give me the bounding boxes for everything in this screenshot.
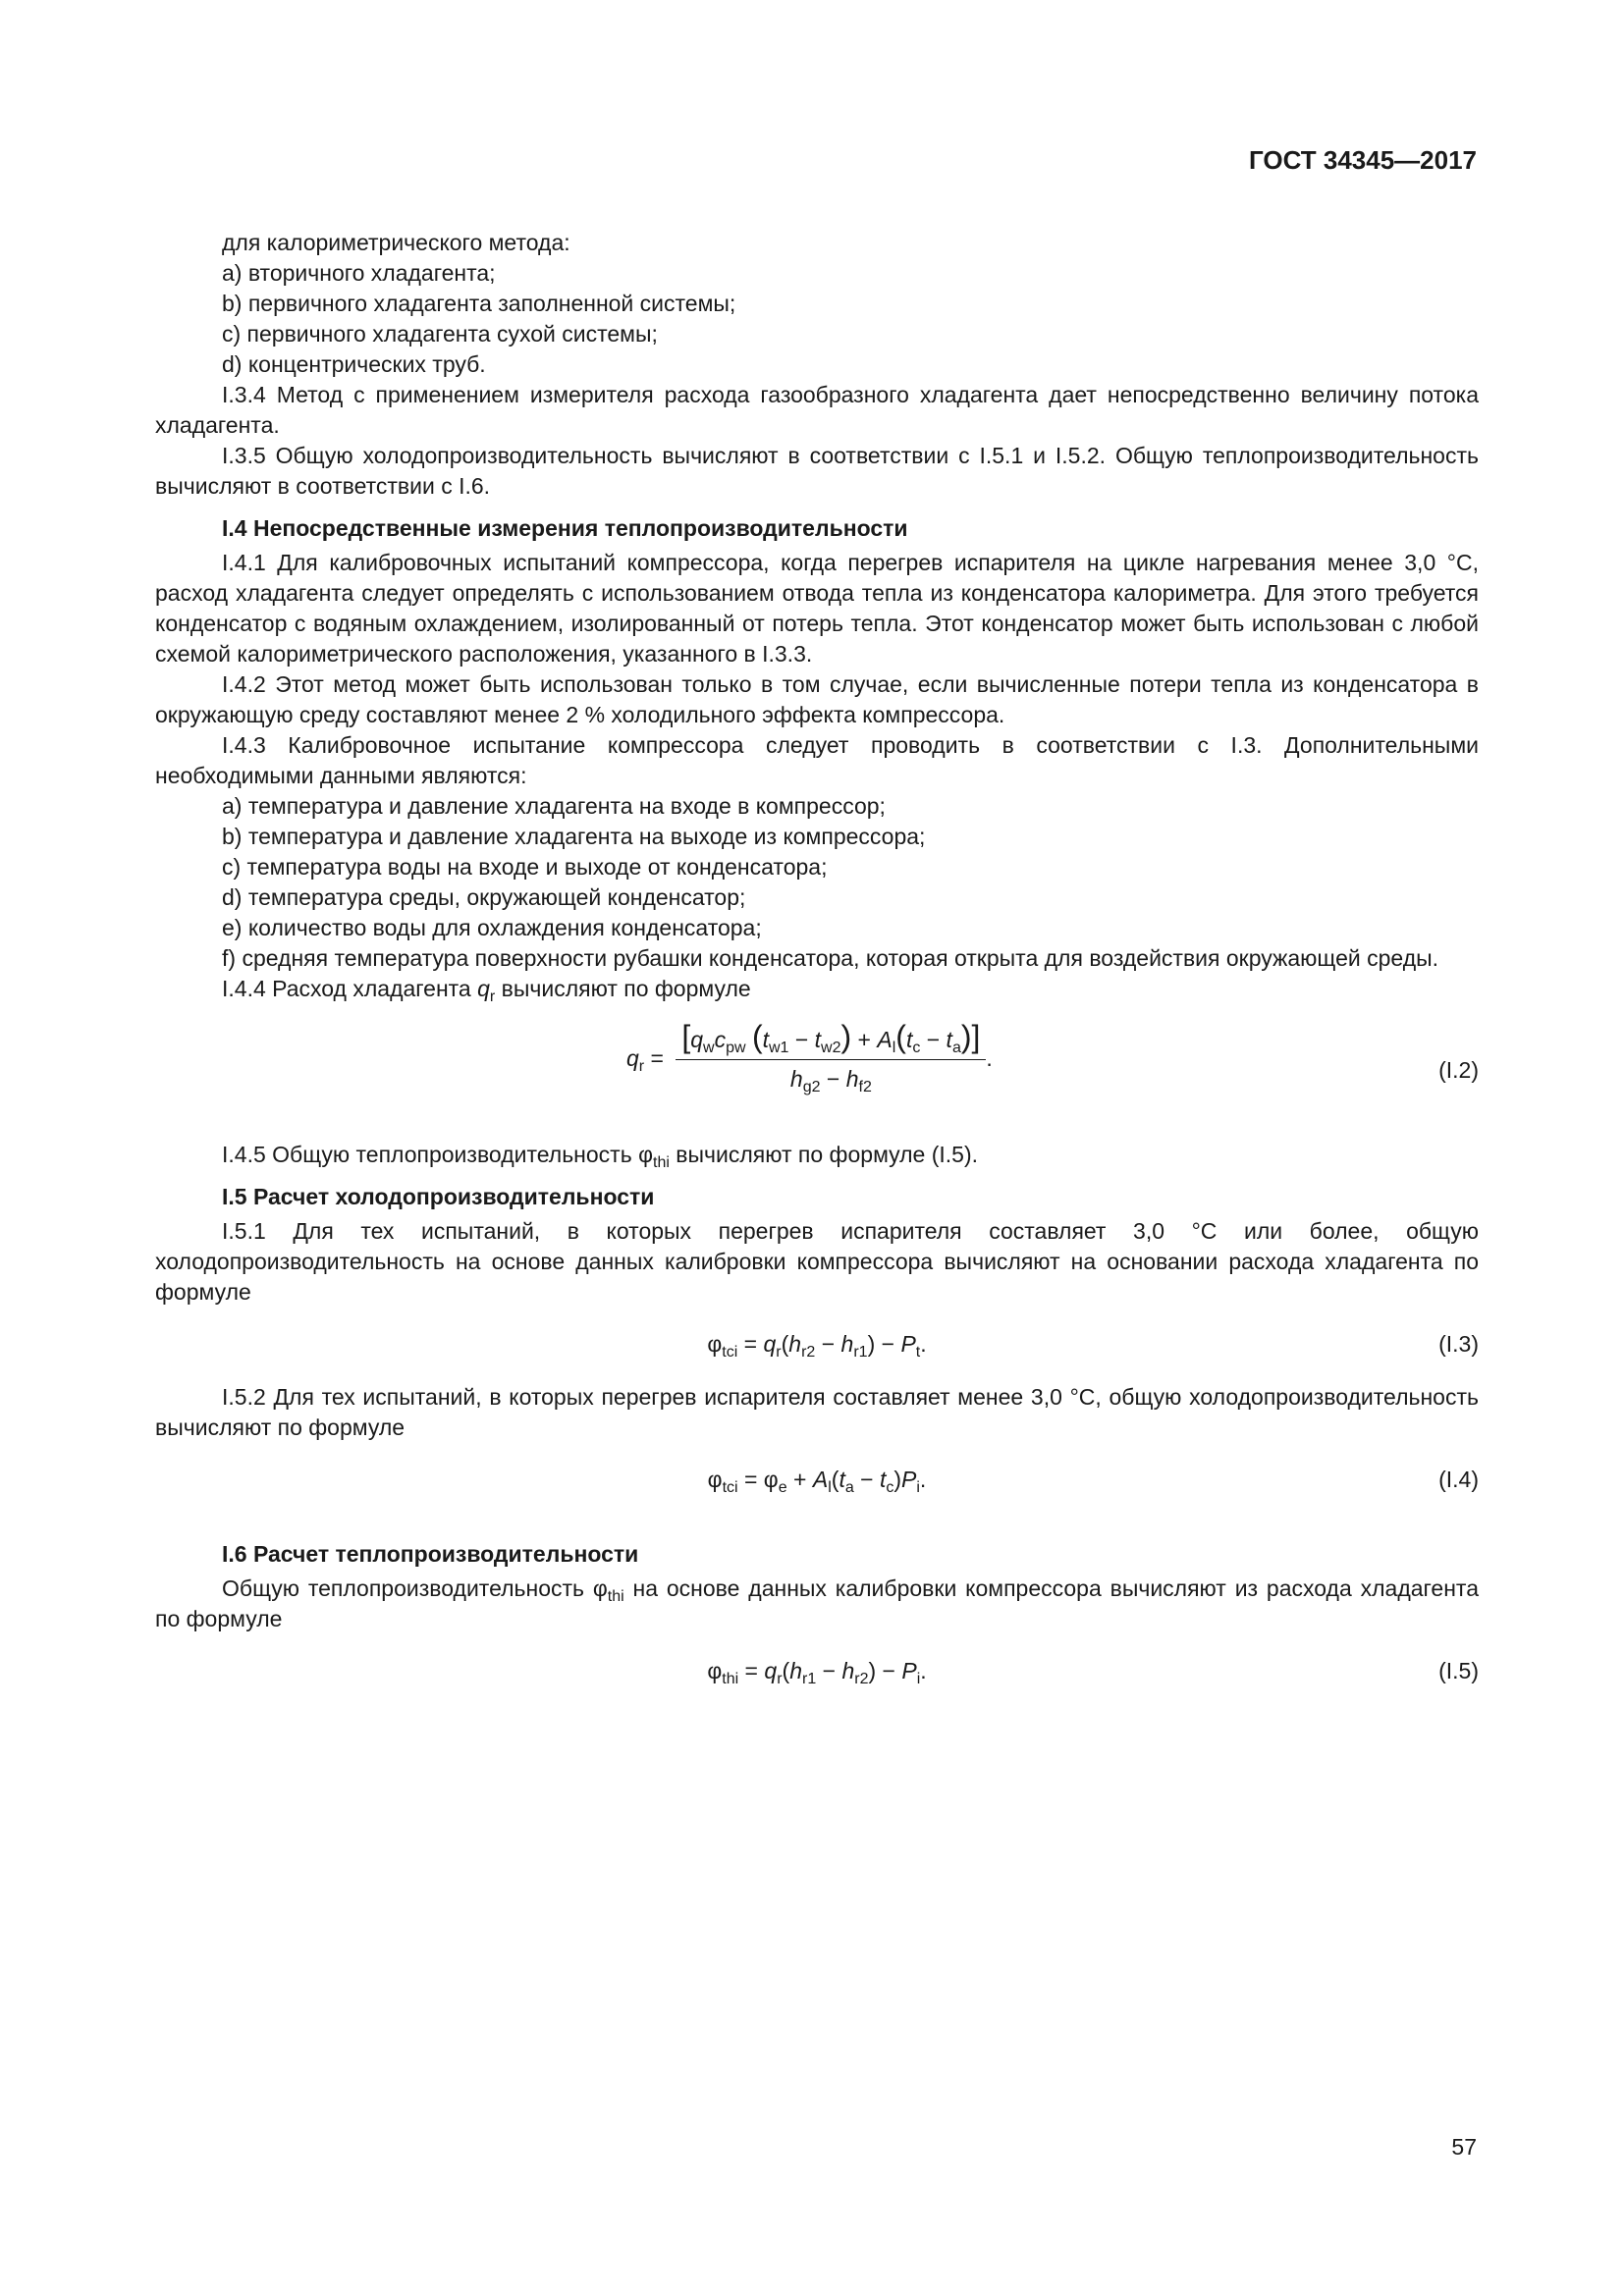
page-number: 57 xyxy=(1451,2134,1477,2160)
paragraph-i41: I.4.1 Для калибровочных испытаний компрессора, когда перегрев испарителя на цикле нагревания менее 3,0 °С, расход хладагента следует определять с использованием отвода тепла из конденсатора калориметра. Для этого требуется конденсатор с водяным охлаждением, изолированный от потерь тепла. Этот конденсатор может быть использован с любой схемой калориметрического расположения, указанного в I.3.3. xyxy=(155,550,1479,667)
formula-i5: $\varphi_{thi} = q_r(h_{r1} - h_{r2}) - P_i$. (I.5) xyxy=(707,1658,1479,1687)
paragraph-i34: I.3.4 Метод с применением измерителя расхода газообразного хладагента дает непосредственно величину потока хладагента. xyxy=(155,382,1479,438)
standard-number: ГОСТ 34345—2017 xyxy=(1249,145,1477,175)
paragraph-i44: I.4.4 Расход хладагента $q_r$ вычисляют по формуле xyxy=(222,976,751,1005)
list-item-f: f) средняя температура поверхности рубашки конденсатора, которая открыта для воздействия окружающей среды. xyxy=(222,945,1439,971)
list-item: c) температура воды на входе и выходе от конденсатора; xyxy=(222,854,828,880)
list-item: b) температура и давление хладагента на выходе из компрессора; xyxy=(222,824,926,849)
formula-i4: $\varphi_{tci} = \varphi_e + A_l(t_a - t_c)P_i$. (I.4) xyxy=(707,1467,1479,1496)
intro-lead: для калориметрического метода: xyxy=(222,230,570,255)
paragraph-i35: I.3.5 Общую холодопроизводительность вычисляют в соответствии с I.5.1 и I.5.2. Общую теплопроизводительность вычисляют в соответствии с I.6. xyxy=(155,443,1479,499)
paragraph-i51: I.5.1 Для тех испытаний, в которых перегрев испарителя составляет 3,0 °С или более, общую холодопроизводительность на основе данных калибровки компрессора вычисляют на основании расхода хладагента по формуле xyxy=(155,1218,1479,1305)
paragraph-i52: I.5.2 Для тех испытаний, в которых перегрев испарителя составляет менее 3,0 °С, общую холодопроизводительность вычисляют по формуле xyxy=(155,1384,1479,1440)
section-heading-i5: I.5 Расчет холодопроизводительности xyxy=(222,1184,655,1209)
paragraph-i42: I.4.2 Этот метод может быть использован только в том случае, если вычисленные потери тепла из конденсатора в окружающую среду составляют менее 2 % холодильного эффекта компрессора. xyxy=(155,671,1479,727)
formula-i2: $q_r$ = $\frac{[q_wc_{pw} (t_{w1} - t_{w2}) + A_l(t_c - t_a)]}{h_{g2} - h_{f2}}$ . (I.2) xyxy=(626,1019,1479,1095)
list-item: b) первичного хладагента заполненной системы; xyxy=(222,291,736,316)
equation-number: (I.2) xyxy=(1438,1057,1479,1083)
list-item: e) количество воды для охлаждения конденсатора; xyxy=(222,915,762,940)
list-item: d) температура среды, окружающей конденсатор; xyxy=(222,884,746,910)
list-item: c) первичного хладагента сухой системы; xyxy=(222,321,658,347)
formula-i3: $\varphi_{tci} = q_r(h_{r2} - h_{r1}) - P_t$. (I.3) xyxy=(707,1331,1479,1361)
list-item: d) концентрических труб. xyxy=(222,351,486,377)
page-content xyxy=(155,228,1479,1709)
paragraph-i43: I.4.3 Калибровочное испытание компрессора следует проводить в соответствии с I.3. Дополнительными необходимыми данными являются: xyxy=(155,732,1479,788)
section-heading-i6: I.6 Расчет теплопроизводительности xyxy=(222,1541,639,1567)
paragraph-i45: I.4.5 Общую теплопроизводительность $\varphi_{thi}$ вычисляют по формуле (I.5). xyxy=(222,1142,979,1171)
paragraph-i6: Общую теплопроизводительность $\varphi_{thi}$ на основе данных калибровки компрессора вычисляют из расхода хладагента по формуле xyxy=(155,1575,1479,1631)
equation-number: (I.3) xyxy=(1438,1331,1479,1357)
equation-number: (I.5) xyxy=(1438,1658,1479,1683)
list-item: a) вторичного хладагента; xyxy=(222,260,496,286)
section-heading-i4: I.4 Непосредственные измерения теплопроизводительности xyxy=(222,515,908,541)
list-item: a) температура и давление хладагента на входе в компрессор; xyxy=(222,793,886,819)
equation-number: (I.4) xyxy=(1438,1467,1479,1492)
